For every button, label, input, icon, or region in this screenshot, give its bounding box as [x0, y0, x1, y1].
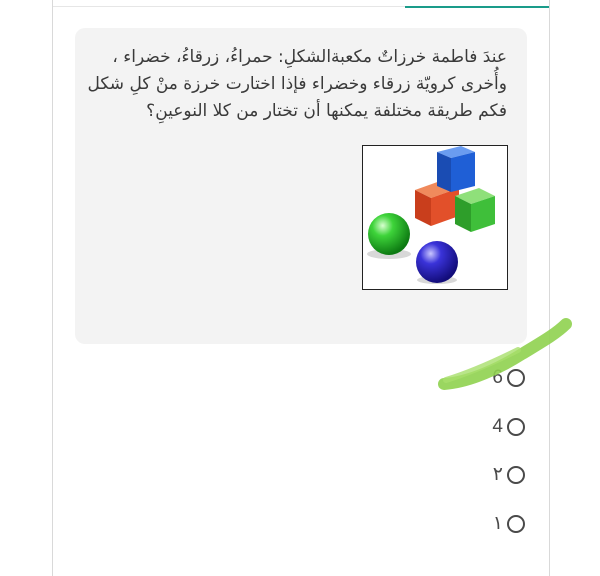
answer-option-label: 6: [492, 367, 503, 388]
question-card: [52, 0, 550, 576]
answer-option-label: ٢: [492, 464, 503, 485]
radio-button[interactable]: [507, 515, 525, 533]
radio-button[interactable]: [507, 418, 525, 436]
answer-option-label: 4: [492, 416, 503, 437]
green-cube: [455, 188, 495, 232]
answer-option-2[interactable]: [433, 412, 537, 442]
question-line-3: فكم طريقة مختلفة يمكنها أن تختار من كلا النوعينِ؟: [146, 101, 507, 121]
question-line-2: وأُخرى كرويّة زرقاء وخضراء فإذا اختارت خرزة منْ كلِ شكل: [87, 74, 507, 94]
beads-image: [362, 145, 508, 290]
question-panel: [75, 28, 527, 344]
answer-option-3[interactable]: [433, 460, 537, 490]
question-line-1: عندَ فاطمة خرزاتٌ مكعبةالشكلِ: حمراءُ، زرقاءُ، خضراء ،: [112, 47, 507, 67]
green-sphere: [367, 213, 411, 259]
answer-option-label: ١: [492, 513, 503, 534]
radio-button[interactable]: [507, 466, 525, 484]
radio-button[interactable]: [507, 369, 525, 387]
answer-option-4[interactable]: [433, 509, 537, 539]
question-text: [87, 44, 507, 125]
active-tab-indicator: [405, 0, 549, 8]
blue-sphere: [416, 241, 458, 284]
blue-cube: [437, 146, 475, 192]
answer-option-1[interactable]: [433, 363, 537, 393]
